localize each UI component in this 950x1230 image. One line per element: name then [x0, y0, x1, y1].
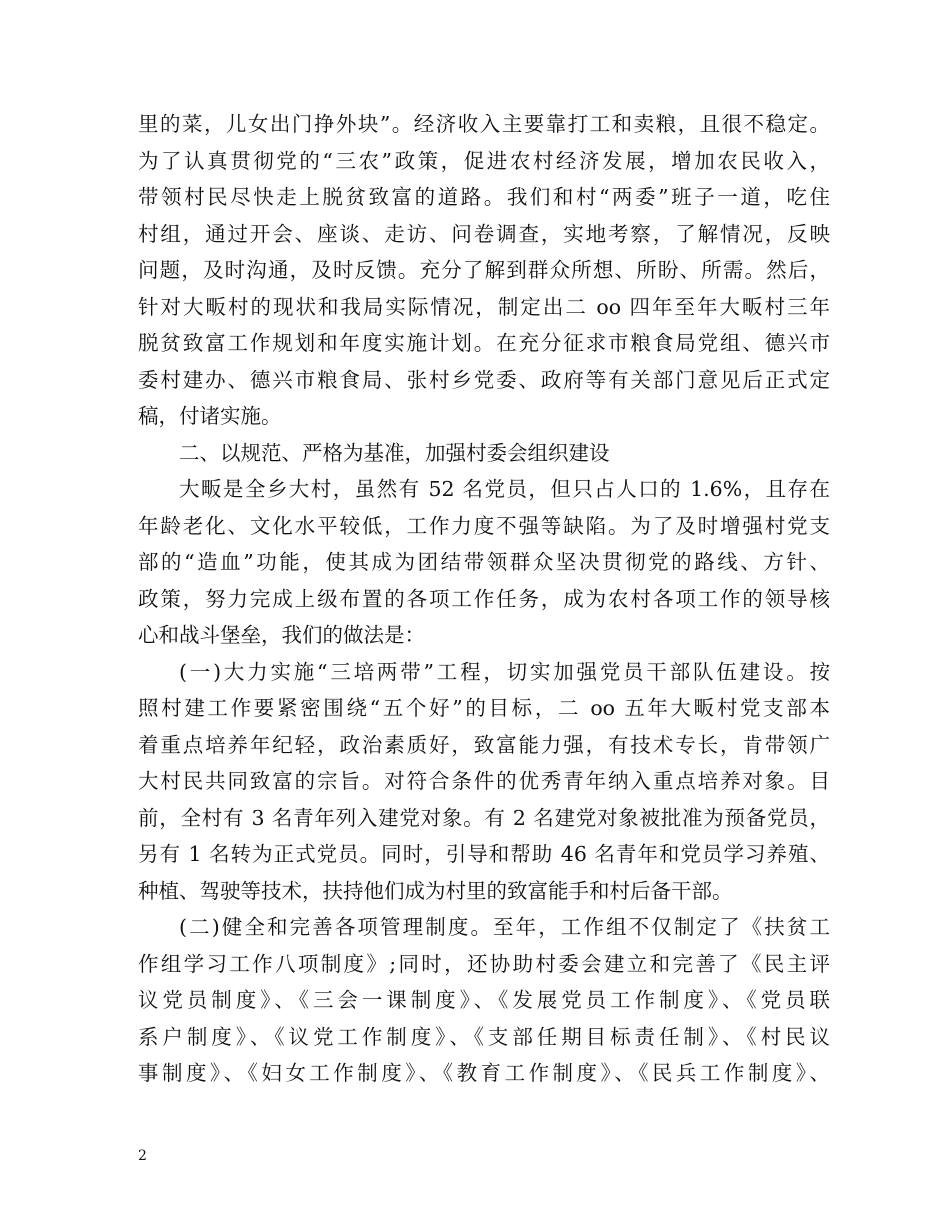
text-line: 作组学习工作八项制度》;同时，还协助村委会建立和完善了《民主评 — [138, 951, 830, 976]
text-line: (一)大力实施“三培两带”工程，切实加强党员干部队伍建设。按 — [179, 659, 830, 684]
text-line: 村组，通过开会、座谈、走访、问卷调查，实地考察，了解情况，反映 — [138, 221, 830, 246]
text-line: 大畈是全乡大村，虽然有 52 名党员，但只占人口的 1.6%，且存在 — [179, 477, 830, 501]
text-line: 二、以规范、严格为基准，加强村委会组织建设 — [179, 440, 610, 465]
text-line: 政策，努力完成上级布置的各项工作任务，成为农村各项工作的领导核 — [138, 586, 830, 611]
page-number: 2 — [138, 1148, 147, 1164]
text-line: 问题，及时沟通，及时反馈。充分了解到群众所想、所盼、所需。然后， — [138, 258, 830, 282]
text-line: 带领村民尽快走上脱贫致富的道路。我们和村“两委”班子一道，吃住 — [138, 185, 830, 209]
text-line: 委村建办、德兴市粮食局、张村乡党委、政府等有关部门意见后正式定 — [138, 367, 830, 392]
text-line: 前，全村有 3 名青年列入建党对象。有 2 名建党对象被批准为预备党员， — [138, 805, 830, 830]
text-line: 为了认真贯彻党的“三农”政策，促进农村经济发展，增加农民收入， — [138, 148, 830, 173]
text-line: 脱贫致富工作规划和年度实施计划。在充分征求市粮食局党组、德兴市 — [138, 331, 830, 355]
text-line: 大村民共同致富的宗旨。对符合条件的优秀青年纳入重点培养对象。目 — [138, 769, 830, 793]
text-line: 照村建工作要紧密围绕“五个好”的目标，二 oo 五年大畈村党支部本 — [138, 696, 830, 720]
text-line: 里的菜，儿女出门挣外块”。经济收入主要靠打工和卖粮，且很不稳定。 — [138, 112, 830, 136]
text-line: 另有 1 名转为正式党员。同时，引导和帮助 46 名青年和党员学习养殖、 — [138, 842, 830, 866]
text-line: 事制度》、《妇女工作制度》、《教育工作制度》、《民兵工作制度》、 — [138, 1061, 830, 1085]
text-line: 部的“造血”功能，使其成为团结带领群众坚决贯彻党的路线、方针、 — [138, 550, 830, 574]
text-line: 年龄老化、文化水平较低，工作力度不强等缺陷。为了及时增强村党支 — [138, 513, 830, 538]
text-line: (二)健全和完善各项管理制度。至年，工作组不仅制定了《扶贫工 — [179, 915, 830, 939]
text-line: 着重点培养年纪轻，政治素质好，致富能力强，有技术专长，肯带领广 — [138, 732, 830, 757]
text-line: 种植、驾驶等技术，扶持他们成为村里的致富能手和村后备干部。 — [138, 878, 733, 903]
text-line: 心和战斗堡垒，我们的做法是： — [138, 623, 425, 647]
document-body — [138, 106, 830, 1092]
text-line: 议党员制度》、《三会一课制度》、《发展党员工作制度》、《党员联 — [138, 988, 830, 1012]
text-line: 稿，付诸实施。 — [138, 404, 282, 428]
text-line: 针对大畈村的现状和我局实际情况，制定出二 oo 四年至年大畈村三年 — [138, 294, 830, 319]
text-line: 系户制度》、《议党工作制度》、《支部任期目标责任制》、《村民议 — [138, 1024, 830, 1049]
